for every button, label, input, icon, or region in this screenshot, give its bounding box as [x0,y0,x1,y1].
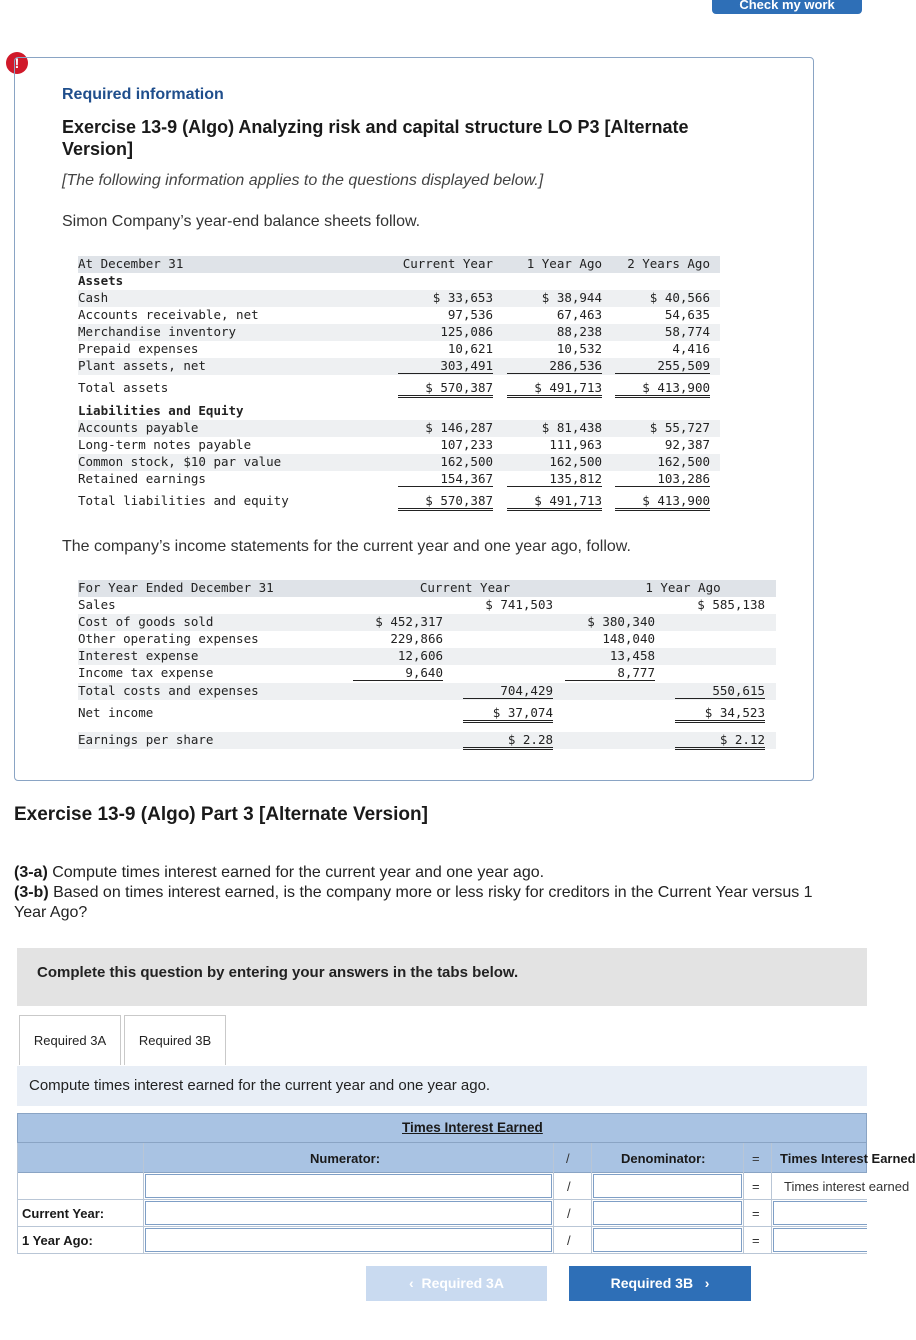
cell: $ 413,900 [615,493,710,511]
cell: $ 38,944 [541,290,602,305]
col-2-years-ago: 2 Years Ago [627,256,710,271]
table-row [78,420,720,437]
row-label: Income tax expense [78,665,214,680]
liabilities-heading: Liabilities and Equity [78,403,244,418]
tab-required-3b[interactable]: Required 3B [124,1015,226,1065]
cell: 92,387 [664,437,710,452]
cell: 107,233 [440,437,493,452]
grid-line [771,1143,772,1253]
cell: 255,509 [615,358,710,374]
row-1-year-ago-label: 1 Year Ago: [22,1233,93,1248]
grid-line [17,1143,18,1253]
table-row [78,358,720,375]
row-label: Net income [78,705,154,720]
table-row [78,631,776,648]
next-label: Required 3B [610,1275,694,1291]
part-title: Exercise 13-9 (Algo) Part 3 [Alternate Version] [14,804,428,825]
balance-header-label: At December 31 [78,256,184,271]
table-row [78,454,720,471]
table-row [78,648,776,665]
cell: $ 413,900 [615,380,710,398]
col-current-year: Current Year [402,256,493,271]
cell: 9,640 [353,665,443,681]
cell: 13,458 [609,648,655,663]
cell: $ 452,317 [375,614,443,629]
equals: = [752,1206,760,1221]
slash: / [567,1233,571,1248]
row-label: Total costs and expenses [78,683,259,698]
slash: / [567,1206,571,1221]
cell: 162,500 [440,454,493,469]
grid-line [143,1143,144,1253]
row-label: Total liabilities and equity [78,493,289,508]
row-label: Total assets [78,380,169,395]
row-label: Accounts payable [78,420,199,435]
table-row [78,597,776,614]
result-sub-label: Times interest earned [784,1179,910,1194]
equals: = [752,1233,760,1248]
cell: $ 380,340 [587,614,655,629]
cell: 10,532 [556,341,602,356]
col-1-year-ago: 1 Year Ago [526,256,602,271]
row-label: Merchandise inventory [78,324,237,339]
row-label: Retained earnings [78,471,206,486]
prior-year-result-input[interactable] [773,1228,867,1252]
current-year-result-input[interactable] [773,1201,867,1225]
cell: $ 37,074 [463,705,553,723]
exercise-title: Exercise 13-9 (Algo) Analyzing risk and capital structure LO P3 [Alternate Version] [62,117,689,159]
equals-header: = [752,1151,760,1166]
cell: $ 33,653 [432,290,493,305]
table-row [78,324,720,341]
complete-banner [17,948,867,1006]
prev-required-3a-button[interactable] [366,1266,547,1301]
grid-line [17,1253,867,1254]
prior-year-numerator-input[interactable] [145,1228,552,1252]
row-label: Other operating expenses [78,631,259,646]
cell: 286,536 [507,358,602,374]
cell: 135,812 [507,471,602,487]
income-header-row [78,580,776,597]
numerator-label-select[interactable] [145,1174,552,1198]
cell: 88,238 [556,324,602,339]
balance-header-row [78,256,720,273]
applies-note: [The following information applies to the questions displayed below.] [62,172,544,189]
row-label: Accounts receivable, net [78,307,259,322]
slash-header: / [566,1151,570,1166]
cell: 111,963 [549,437,602,452]
current-year-denominator-input[interactable] [593,1201,742,1225]
cell: 303,491 [398,358,493,374]
table-row [78,683,776,700]
cell: 148,040 [602,631,655,646]
cell: 704,429 [463,683,553,699]
cell: 97,536 [447,307,493,322]
cell: $ 491,713 [507,380,602,398]
total-assets-row [78,380,720,397]
result-header: Times Interest Earned [780,1151,916,1166]
next-required-3b-button[interactable] [569,1266,751,1301]
cell: 12,606 [397,648,443,663]
alert-icon: ! [6,52,28,74]
cell: $ 34,523 [675,705,765,723]
row-label: Common stock, $10 par value [78,454,282,469]
cell: 550,615 [675,683,765,699]
row-label: Cost of goods sold [78,614,214,629]
cell: 10,621 [447,341,493,356]
row-current-year-label: Current Year: [22,1206,105,1221]
col-current-year: Current Year [419,580,511,595]
table-row [78,614,776,631]
cell: 103,286 [615,471,710,487]
cell: 229,866 [390,631,443,646]
row-label: Plant assets, net [78,358,206,373]
current-year-numerator-input[interactable] [145,1201,552,1225]
slash: / [567,1179,571,1194]
cell: 162,500 [657,454,710,469]
instruction-text: Compute times interest earned for the current year and one year ago. [29,1077,491,1094]
row-label: Interest expense [78,648,199,663]
cell: $ 55,727 [649,420,710,435]
denominator-label-select[interactable] [593,1174,742,1198]
net-income-row [78,705,776,722]
grid-line [553,1143,554,1253]
row-label: Sales [78,597,116,612]
cell: 54,635 [664,307,710,322]
cell: $ 570,387 [398,493,493,511]
cell: $ 2.28 [463,732,553,750]
income-header-label: For Year Ended December 31 [78,580,274,595]
cell: 67,463 [556,307,602,322]
cell: $ 81,438 [541,420,602,435]
instruction-bar [17,1066,867,1106]
cell: $ 2.12 [675,732,765,750]
total-liabilities-row [78,493,720,510]
table-row [78,665,776,682]
complete-text: Complete this question by entering your answers in the tabs below. [37,964,519,981]
cell: $ 570,387 [398,380,493,398]
liabilities-heading-row [78,403,720,420]
eps-row [78,732,776,749]
chevron-left-icon: ‹ [409,1275,414,1291]
balance-sheet-intro: Simon Company’s year-end balance sheets follow. [62,213,421,230]
row-label: Cash [78,290,109,305]
table-row [78,437,720,454]
table-row [78,307,720,324]
cell: 4,416 [672,341,710,356]
q3a-tag: (3-a) [14,864,48,881]
required-information-label: Required information [62,86,224,103]
prev-label: Required 3A [421,1275,504,1291]
cell: $ 40,566 [649,290,710,305]
table-row [78,341,720,358]
cell: 162,500 [549,454,602,469]
assets-heading-row [78,273,720,290]
equals: = [752,1179,760,1194]
q3a-text: Compute times interest earned for the current year and one year ago. [47,864,545,881]
q3b-tag: (3-b) [14,884,49,901]
work-table-title-row [17,1113,867,1143]
assets-heading: Assets [78,273,124,288]
chevron-right-icon: › [704,1275,710,1291]
check-my-work-button[interactable]: Check my work [712,0,862,14]
cell: $ 146,287 [425,420,493,435]
grid-line [17,1226,867,1227]
work-table-title: Times Interest Earned [402,1120,543,1135]
q3b-text: Based on times interest earned, is the company more or less risky for creditors in the Current Year versus 1 Year Ago? [14,884,813,921]
cell: $ 741,503 [485,597,553,612]
cell: $ 491,713 [507,493,602,511]
grid-line [17,1199,867,1200]
col-1-year-ago: 1 Year Ago [645,580,721,595]
cell: 154,367 [398,471,493,487]
income-statement-intro: The company’s income statements for the current year and one year ago, follow. [62,538,631,555]
prior-year-denominator-input[interactable] [593,1228,742,1252]
work-table-header-row [17,1143,916,1173]
tab-required-3a[interactable]: Required 3A [19,1015,121,1065]
cell: $ 585,138 [697,597,765,612]
cell: 125,086 [440,324,493,339]
row-label: Earnings per share [78,732,214,747]
denominator-header: Denominator: [621,1151,706,1166]
row-label: Long-term notes payable [78,437,252,452]
cell: 58,774 [664,324,710,339]
question-text [14,863,834,923]
cell: 8,777 [565,665,655,681]
numerator-header: Numerator: [310,1151,381,1166]
table-row [78,471,720,488]
table-row [78,290,720,307]
row-label: Prepaid expenses [78,341,199,356]
grid-line [591,1143,592,1253]
grid-line [743,1143,744,1253]
